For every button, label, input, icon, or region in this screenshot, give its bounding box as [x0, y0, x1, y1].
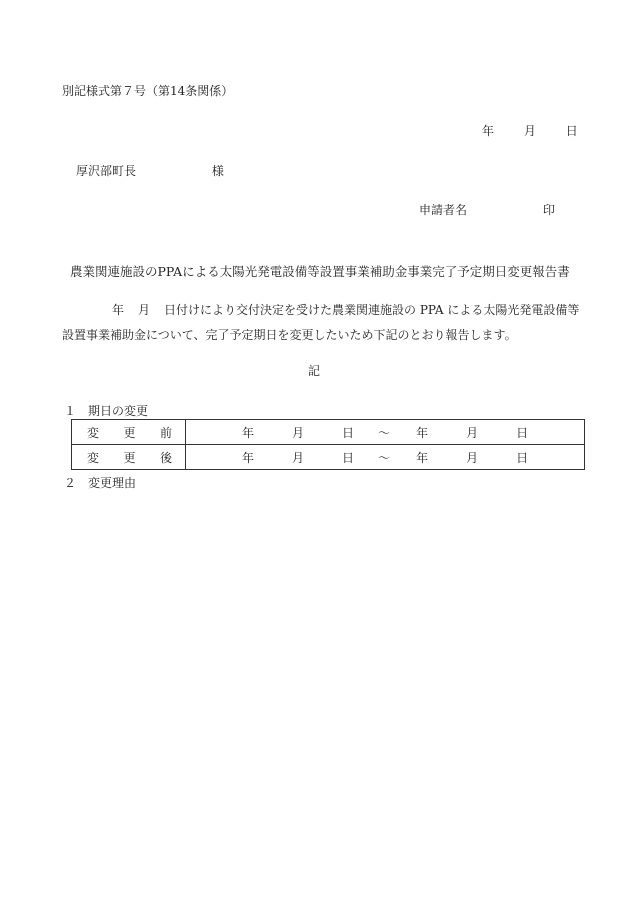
label-char: 更 [123, 450, 136, 465]
table-row [72, 445, 585, 470]
row-label-before [72, 420, 186, 445]
to-month: 月 [466, 425, 479, 440]
from-year: 年 [242, 450, 255, 465]
body-text: 日付けにより交付決定を受けた農業関連施設の PPA による太陽光発電設備等設置事業補助金について、完了予定期日を変更したいため下記のとおり報告します。 [62, 303, 580, 342]
from-month: 月 [292, 450, 305, 465]
to-year: 年 [416, 450, 429, 465]
to-day: 日 [516, 425, 529, 440]
label-char: 前 [159, 425, 172, 440]
label-char: 変 [87, 425, 100, 440]
section-date-change: １ 期日の変更 [64, 404, 149, 418]
section-change-reason: ２ 変更理由 [64, 476, 137, 490]
applicant-label: 申請者名 [419, 203, 468, 217]
applicant [419, 201, 555, 218]
from-month: 月 [292, 425, 305, 440]
date-month: 月 [523, 124, 536, 138]
table-row [72, 420, 585, 445]
label-char: 更 [123, 425, 136, 440]
range-separator: ～ [378, 450, 391, 465]
label-char: 後 [159, 450, 172, 465]
from-day: 日 [342, 450, 355, 465]
report-date [482, 122, 578, 139]
body-paragraph [62, 298, 584, 348]
from-year: 年 [242, 425, 255, 440]
addressee-name: 厚沢部町長 [76, 164, 137, 178]
date-range-after [186, 445, 585, 470]
form-number: 別記様式第７号（第14条関係） [62, 84, 234, 98]
date-range-before [186, 420, 585, 445]
to-year: 年 [416, 425, 429, 440]
body-month: 月 [138, 303, 151, 317]
label-char: 変 [87, 450, 100, 465]
seal-mark: 印 [542, 203, 555, 217]
document-title: 農業関連施設のPPAによる太陽光発電設備等設置事業補助金事業完了予定期日変更報告書 [70, 264, 570, 279]
body-year: 年 [112, 303, 125, 317]
date-year: 年 [482, 124, 495, 138]
date-day: 日 [565, 124, 578, 138]
addressee-honorific: 様 [211, 164, 224, 178]
addressee [76, 162, 224, 179]
date-change-table [71, 419, 585, 470]
to-day: 日 [516, 450, 529, 465]
row-label-after [72, 445, 186, 470]
ki-heading: 記 [308, 364, 321, 378]
to-month: 月 [466, 450, 479, 465]
range-separator: ～ [378, 425, 391, 440]
from-day: 日 [342, 425, 355, 440]
